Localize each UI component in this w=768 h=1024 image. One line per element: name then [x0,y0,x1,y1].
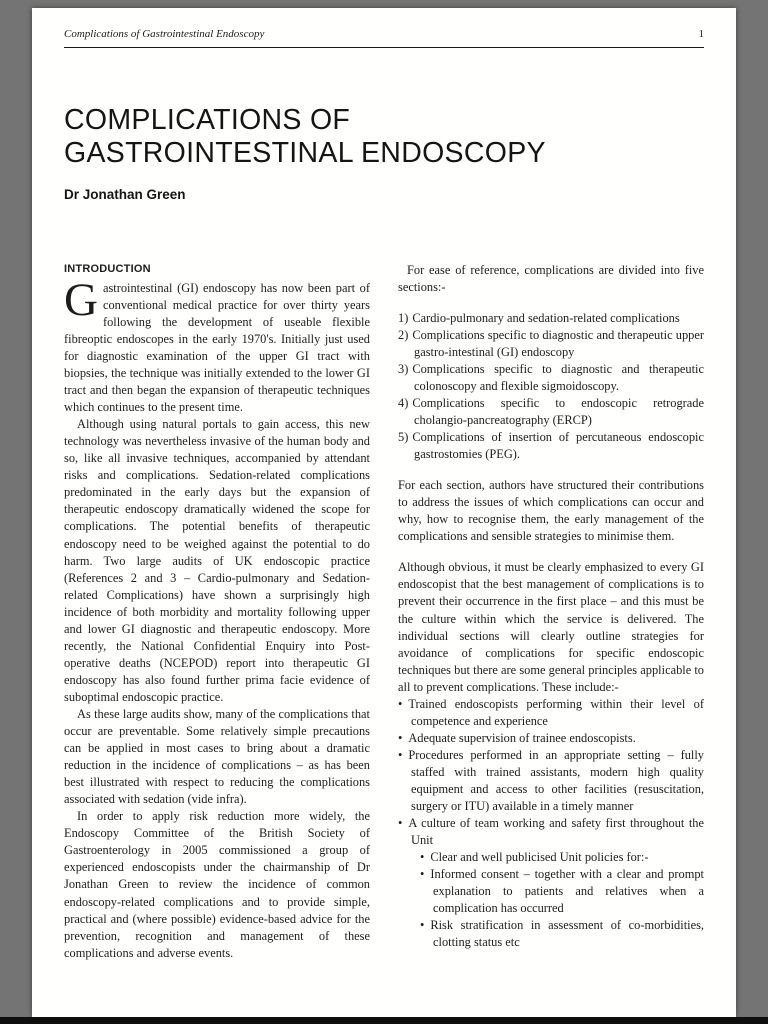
bullet-list [398,696,704,952]
bullet-text: Adequate supervision of trainee endoscopists. [408,730,636,745]
list-number: 4) [398,396,409,411]
bullet-glyph: • [398,747,403,762]
header-rule [64,47,704,48]
list-text: Complications specific to endoscopic retrograde cholangio-pancreatography (ERCP) [412,396,704,428]
document-title-line1: COMPLICATIONS OF [64,104,351,136]
bullet-text: Informed consent – together with a clear and prompt explanation to patients and relatives when a complication has occurred [430,867,704,916]
paragraph: For each section, authors have structured their contributions to address the issues of which complications can occur and why, how to recognise them, the early management of the complications and sensible strategies to minimise them. [398,478,704,544]
list-number: 5) [398,430,409,445]
list-number: 1) [398,310,409,325]
body-columns [64,262,704,962]
bullet-glyph: • [398,730,403,745]
document-title-line2: GASTROINTESTINAL ENDOSCOPY [64,137,546,170]
bullet-glyph: • [398,816,403,831]
bullet-text: Risk stratification in assessment of co-morbidities, clotting status etc [430,918,704,950]
document-title [64,104,704,171]
drop-cap: G [64,273,98,326]
page-number: 1 [698,28,704,40]
paragraph: Although using natural portals to gain access, this new technology was nevertheless invasive of the human body and so, like all invasive techniques, accompanied by attendant risks and complications. Sedation-related complications predominated in the early days but the expansion of therapeutic endoscopy dramatically widened the scope for complications. The potential benefits of therapeutic endoscopy need to be weighed against the potential to do harm. Two large audits of UK endoscopic practice (References 2 and 3 – Cardio-pulmonary and Sedation-related Complications) have shown a surprisingly high incidence of both morbidity and mortality following upper and lower GI diagnostic and therapeutic endoscopy. More recently, the National Confidential Enquiry into Post-operative deaths (NCEPOD) report into therapeutic GI endoscopy has also found further prima facie evidence of suboptimal endoscopic practice. [64,417,370,704]
list-text: Complications specific to diagnostic and therapeutic upper gastro-intestinal (GI) endoscopy [412,327,704,359]
list-text: Complications specific to diagnostic and therapeutic colonoscopy and flexible sigmoidoscopy. [412,361,704,393]
document-page [32,8,736,1017]
list-text: Complications of insertion of percutaneous endoscopic gastrostomies (PEG). [412,430,704,462]
paragraph [64,273,370,416]
list-item [398,361,704,395]
author-name: Dr Jonathan Green [64,186,186,202]
paragraph: Although obvious, it must be clearly emphasized to every GI endoscopist that the best management of complications is to prevent their occurrence in the first place – and this must be the culture within which the service is delivered. The individual sections will clearly outline strategies for avoidance of complications for specific endoscopic techniques but there are some general principles applicable to all to prevent complications. These include:- [398,560,704,694]
bullet-glyph: • [420,867,425,882]
list-number: 2) [398,327,409,342]
bullet-glyph: • [420,850,425,865]
bullet-item [398,696,704,730]
bullet-glyph: • [420,918,425,933]
bullet-glyph: • [398,696,403,711]
running-title: Complications of Gastrointestinal Endoscopy [64,28,265,40]
bullet-item [398,747,704,815]
sub-bullet-item [420,849,704,866]
right-column [398,262,704,962]
list-number: 3) [398,361,409,376]
list-text: Cardio-pulmonary and sedation-related complications [412,310,680,325]
bullet-text: Procedures performed in an appropriate setting – fully staffed with trained assistants, modern high quality equipment and access to other facilities (resuscitation, surgery or ITU) available in a timely manner [408,747,704,814]
paragraph-text: astrointestinal (GI) endoscopy has now been part of conventional medical practice for over thirty years following the development of useable flexible fibreoptic endoscopes in the early 1970's. Initially just used for diagnostic examination of the upper GI tract with biopsies, the technique was initially extended to the lower GI tract and then began the expansion of therapeutic techniques which continues to the present time. [64,280,370,415]
numbered-list [398,310,704,463]
section-heading-introduction: INTRODUCTION [64,262,151,275]
sub-bullet-item [420,917,704,951]
bullet-text: A culture of team working and safety first throughout the Unit [408,816,704,848]
list-item [398,429,704,463]
bullet-text: Trained endoscopists performing within their level of competence and experience [408,696,704,728]
sub-bullet-item [420,866,704,917]
left-column [64,262,370,962]
viewer-bottom-bar [0,1017,768,1024]
list-item [398,395,704,429]
list-item [398,310,704,327]
running-header [64,28,704,40]
bullet-item [398,815,704,849]
paragraph: For ease of reference, complications are divided into five sections:- [398,262,704,294]
paragraph: As these large audits show, many of the complications that occur are preventable. Some relatively simple precautions can be applied in most cases to bring about a dramatic reduction in the incidence of complications – as has been best illustrated with respect to reducing the complications associated with sedation (vide infra). [64,706,370,807]
list-item [398,327,704,361]
paragraph: In order to apply risk reduction more widely, the Endoscopy Committee of the British Society of Gastroenterology in 2005 commissioned a group of experienced endoscopists under the chairmanship of Dr Jonathan Green to review the incidence of common endoscopy-related complications and to provide simple, practical and (where possible) evidence-based advice for the prevention, recognition and management of these complications and adverse events. [64,809,370,960]
bullet-text: Clear and well publicised Unit policies for:- [430,850,649,865]
bullet-item [398,730,704,747]
